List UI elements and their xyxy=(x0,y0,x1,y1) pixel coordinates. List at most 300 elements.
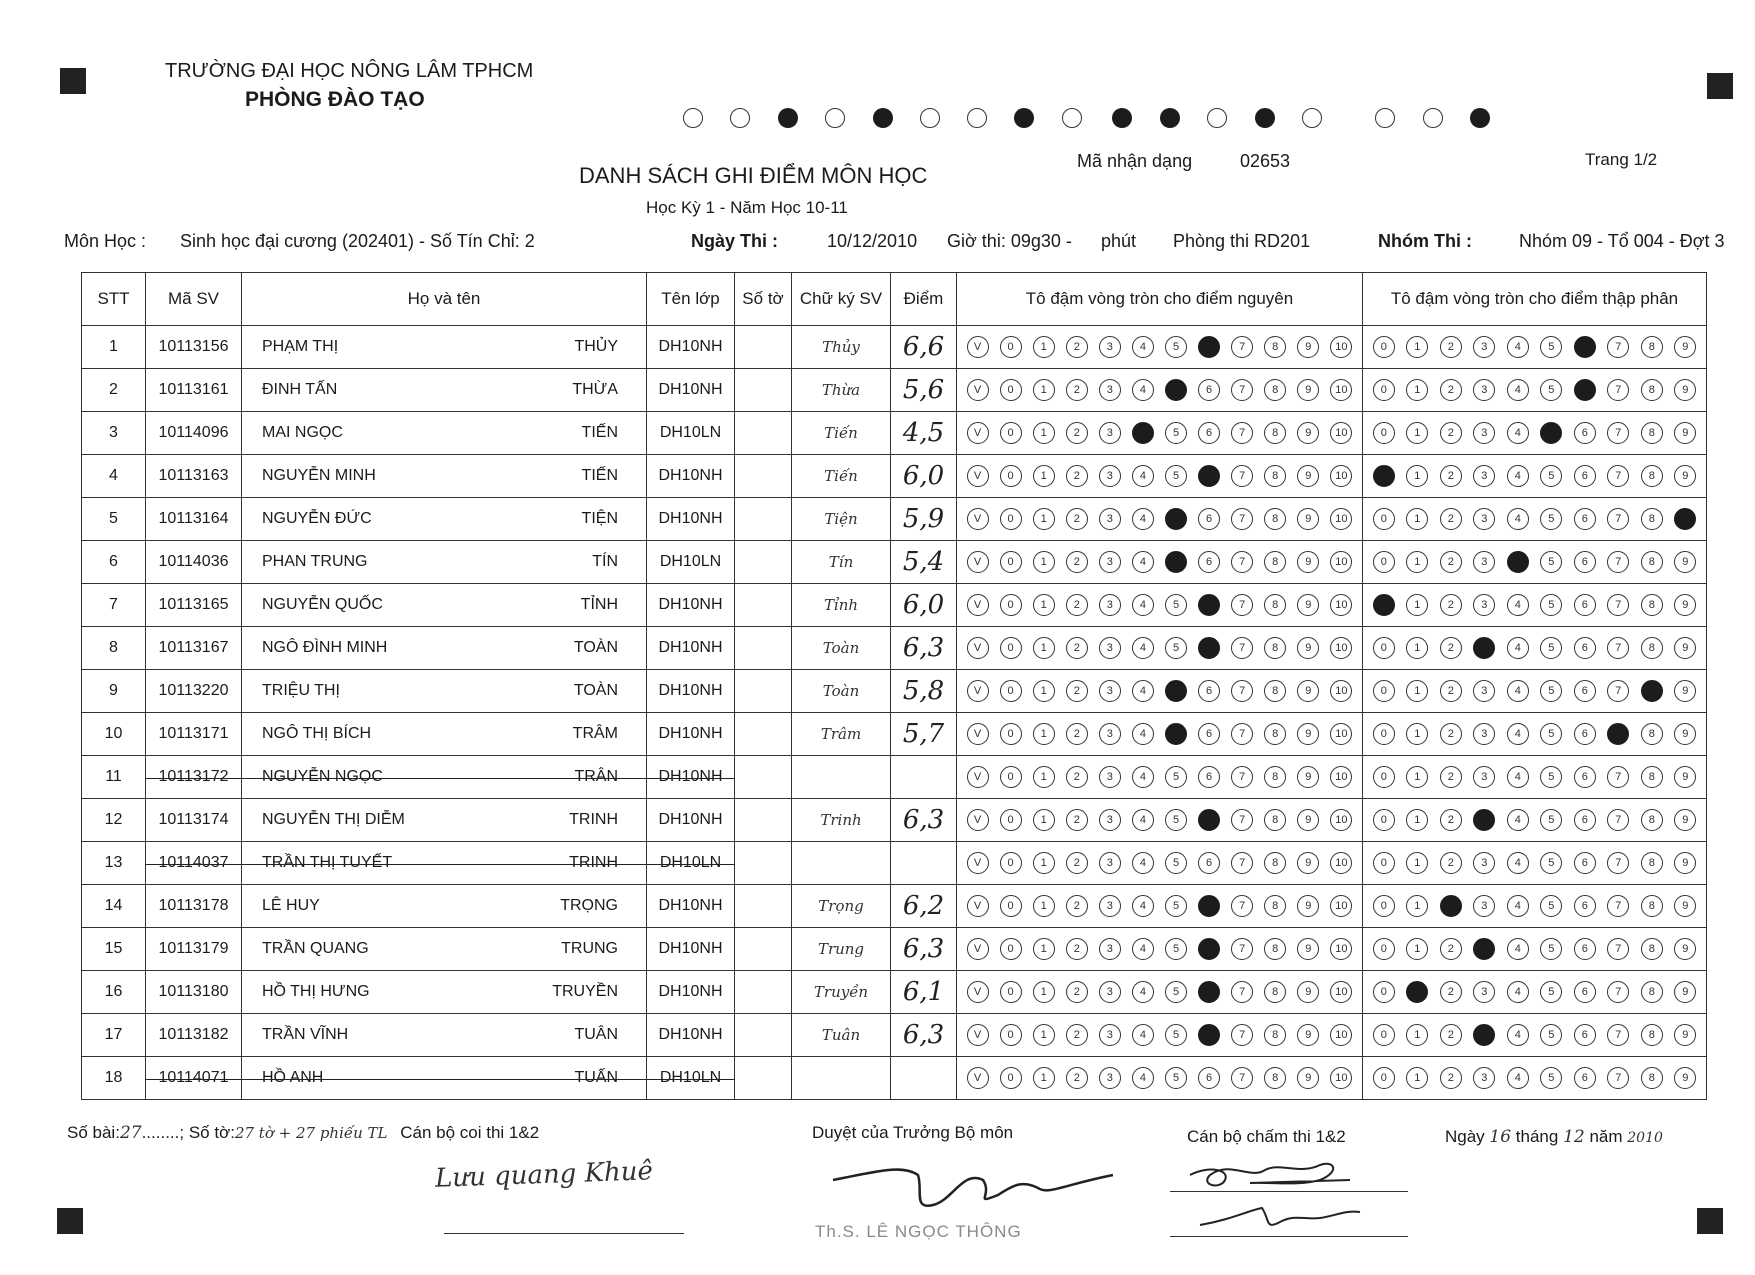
bubble[interactable]: 8 xyxy=(1264,551,1286,573)
bubble[interactable]: 0 xyxy=(1000,938,1022,960)
bubble[interactable]: 9 xyxy=(1674,895,1696,917)
bubble[interactable]: 5 xyxy=(1540,594,1562,616)
bubble[interactable]: 0 xyxy=(1373,508,1395,530)
bubble[interactable]: 2 xyxy=(1066,465,1088,487)
bubble[interactable]: 4 xyxy=(1507,465,1529,487)
bubble[interactable]: 9 xyxy=(1674,422,1696,444)
bubble[interactable]: 0 xyxy=(1373,336,1395,358)
bubble[interactable]: 0 xyxy=(1000,723,1022,745)
bubble[interactable]: 8 xyxy=(1264,422,1286,444)
bubble[interactable]: 4 xyxy=(1507,680,1529,702)
bubble[interactable]: 6 xyxy=(1574,422,1596,444)
bubble[interactable]: 7 xyxy=(1607,1067,1629,1089)
bubble[interactable]: V xyxy=(967,336,989,358)
bubble[interactable]: 0 xyxy=(1373,1024,1395,1046)
bubble[interactable]: 8 xyxy=(1264,895,1286,917)
bubble[interactable]: 7 xyxy=(1231,766,1253,788)
bubble-filled[interactable]: 2 xyxy=(1440,895,1462,917)
bubble[interactable]: 8 xyxy=(1264,680,1286,702)
bubble[interactable]: 1 xyxy=(1406,680,1428,702)
bubble[interactable]: 8 xyxy=(1264,465,1286,487)
bubble[interactable]: 9 xyxy=(1674,1067,1696,1089)
bubble[interactable]: 4 xyxy=(1132,680,1154,702)
bubble-filled[interactable]: 5 xyxy=(1165,680,1187,702)
bubble[interactable]: 5 xyxy=(1165,594,1187,616)
bubble[interactable]: 7 xyxy=(1231,594,1253,616)
bubble[interactable]: 4 xyxy=(1507,637,1529,659)
bubble[interactable]: 9 xyxy=(1297,981,1319,1003)
bubble[interactable]: 10 xyxy=(1330,981,1352,1003)
bubble[interactable]: V xyxy=(967,594,989,616)
bubble[interactable]: 5 xyxy=(1165,895,1187,917)
bubble[interactable]: 0 xyxy=(1000,465,1022,487)
bubble[interactable]: 1 xyxy=(1406,594,1428,616)
bubble[interactable]: 8 xyxy=(1641,379,1663,401)
bubble[interactable]: 9 xyxy=(1297,809,1319,831)
bubble[interactable]: 2 xyxy=(1440,379,1462,401)
bubble[interactable]: 0 xyxy=(1373,637,1395,659)
bubble[interactable]: 2 xyxy=(1066,723,1088,745)
bubble[interactable]: 7 xyxy=(1231,551,1253,573)
bubble[interactable]: 4 xyxy=(1132,938,1154,960)
bubble[interactable]: 7 xyxy=(1607,981,1629,1003)
bubble[interactable]: 5 xyxy=(1165,637,1187,659)
bubble[interactable]: 9 xyxy=(1297,766,1319,788)
bubble[interactable]: 3 xyxy=(1099,981,1121,1003)
bubble[interactable]: 5 xyxy=(1540,852,1562,874)
bubble[interactable]: 6 xyxy=(1198,852,1220,874)
bubble[interactable]: 1 xyxy=(1406,809,1428,831)
bubble[interactable]: 4 xyxy=(1132,465,1154,487)
bubble[interactable]: 4 xyxy=(1507,981,1529,1003)
bubble-filled[interactable]: 6 xyxy=(1198,637,1220,659)
bubble[interactable]: 5 xyxy=(1165,465,1187,487)
bubble[interactable]: 4 xyxy=(1507,852,1529,874)
bubble[interactable]: 8 xyxy=(1264,1067,1286,1089)
bubble[interactable]: 0 xyxy=(1000,766,1022,788)
bubble[interactable]: 6 xyxy=(1574,594,1596,616)
bubble[interactable]: 0 xyxy=(1373,809,1395,831)
bubble[interactable]: 5 xyxy=(1165,1024,1187,1046)
bubble[interactable]: 0 xyxy=(1000,379,1022,401)
bubble[interactable]: 7 xyxy=(1607,465,1629,487)
bubble-filled[interactable]: 5 xyxy=(1165,379,1187,401)
bubble[interactable]: 3 xyxy=(1099,508,1121,530)
bubble[interactable]: 9 xyxy=(1674,336,1696,358)
bubble[interactable]: 0 xyxy=(1373,680,1395,702)
bubble[interactable]: 3 xyxy=(1473,422,1495,444)
bubble[interactable]: 7 xyxy=(1607,594,1629,616)
bubble[interactable]: 7 xyxy=(1231,1024,1253,1046)
bubble[interactable]: 4 xyxy=(1132,379,1154,401)
bubble[interactable]: 1 xyxy=(1033,551,1055,573)
bubble[interactable]: 5 xyxy=(1540,723,1562,745)
bubble[interactable]: 10 xyxy=(1330,508,1352,530)
bubble[interactable]: 4 xyxy=(1507,422,1529,444)
bubble[interactable]: 5 xyxy=(1165,852,1187,874)
bubble[interactable]: 10 xyxy=(1330,680,1352,702)
bubble[interactable]: 3 xyxy=(1473,508,1495,530)
bubble[interactable]: 2 xyxy=(1440,723,1462,745)
bubble[interactable]: 4 xyxy=(1132,981,1154,1003)
bubble[interactable]: 2 xyxy=(1066,379,1088,401)
bubble[interactable]: 6 xyxy=(1574,1067,1596,1089)
bubble[interactable]: 4 xyxy=(1507,766,1529,788)
bubble[interactable]: 1 xyxy=(1406,895,1428,917)
bubble[interactable]: 2 xyxy=(1440,1067,1462,1089)
bubble[interactable]: 8 xyxy=(1264,336,1286,358)
bubble[interactable]: 1 xyxy=(1406,465,1428,487)
bubble[interactable]: 10 xyxy=(1330,465,1352,487)
bubble[interactable]: 9 xyxy=(1674,938,1696,960)
bubble[interactable]: 1 xyxy=(1033,809,1055,831)
bubble[interactable]: 1 xyxy=(1406,1024,1428,1046)
bubble[interactable]: 5 xyxy=(1540,336,1562,358)
bubble[interactable]: 1 xyxy=(1033,938,1055,960)
bubble[interactable]: 5 xyxy=(1165,981,1187,1003)
bubble[interactable]: 4 xyxy=(1132,766,1154,788)
bubble[interactable]: 9 xyxy=(1297,422,1319,444)
bubble[interactable]: 6 xyxy=(1574,508,1596,530)
bubble[interactable]: 7 xyxy=(1231,981,1253,1003)
bubble[interactable]: 7 xyxy=(1607,852,1629,874)
bubble-filled[interactable]: 6 xyxy=(1198,895,1220,917)
bubble[interactable]: 7 xyxy=(1607,680,1629,702)
bubble[interactable]: 1 xyxy=(1406,938,1428,960)
bubble[interactable]: 5 xyxy=(1540,981,1562,1003)
bubble[interactable]: 9 xyxy=(1674,981,1696,1003)
bubble[interactable]: 5 xyxy=(1540,1067,1562,1089)
bubble[interactable]: 4 xyxy=(1507,1067,1529,1089)
bubble[interactable]: 0 xyxy=(1000,551,1022,573)
bubble-filled[interactable]: 6 xyxy=(1198,938,1220,960)
bubble[interactable]: 3 xyxy=(1099,809,1121,831)
bubble[interactable]: 4 xyxy=(1132,551,1154,573)
bubble[interactable]: 1 xyxy=(1033,981,1055,1003)
bubble[interactable]: 6 xyxy=(1574,981,1596,1003)
bubble[interactable]: 7 xyxy=(1607,422,1629,444)
bubble[interactable]: 8 xyxy=(1641,637,1663,659)
bubble[interactable]: V xyxy=(967,1024,989,1046)
bubble[interactable]: 1 xyxy=(1033,379,1055,401)
bubble[interactable]: 2 xyxy=(1066,1067,1088,1089)
bubble[interactable]: 2 xyxy=(1440,766,1462,788)
bubble[interactable]: 2 xyxy=(1440,981,1462,1003)
bubble[interactable]: 2 xyxy=(1440,465,1462,487)
bubble[interactable]: 8 xyxy=(1264,723,1286,745)
bubble[interactable]: 1 xyxy=(1406,637,1428,659)
bubble[interactable]: 10 xyxy=(1330,1067,1352,1089)
bubble[interactable]: V xyxy=(967,637,989,659)
bubble[interactable]: 7 xyxy=(1607,508,1629,530)
bubble[interactable]: V xyxy=(967,551,989,573)
bubble[interactable]: 1 xyxy=(1406,508,1428,530)
bubble[interactable]: 1 xyxy=(1406,1067,1428,1089)
bubble[interactable]: 4 xyxy=(1132,809,1154,831)
bubble[interactable]: 4 xyxy=(1132,594,1154,616)
bubble[interactable]: 1 xyxy=(1406,852,1428,874)
bubble[interactable]: 0 xyxy=(1000,852,1022,874)
bubble[interactable]: 5 xyxy=(1540,680,1562,702)
bubble[interactable]: 3 xyxy=(1473,594,1495,616)
bubble[interactable]: 1 xyxy=(1033,637,1055,659)
bubble[interactable]: 6 xyxy=(1574,1024,1596,1046)
bubble[interactable]: 8 xyxy=(1264,938,1286,960)
bubble[interactable]: 2 xyxy=(1066,336,1088,358)
bubble-filled[interactable]: 3 xyxy=(1473,1024,1495,1046)
bubble[interactable]: 0 xyxy=(1000,809,1022,831)
bubble[interactable]: 6 xyxy=(1574,766,1596,788)
bubble[interactable]: 9 xyxy=(1297,895,1319,917)
bubble[interactable]: 5 xyxy=(1165,766,1187,788)
bubble[interactable]: 3 xyxy=(1473,895,1495,917)
bubble[interactable]: 5 xyxy=(1540,809,1562,831)
bubble[interactable]: 2 xyxy=(1066,594,1088,616)
bubble[interactable]: 1 xyxy=(1406,766,1428,788)
bubble[interactable]: 3 xyxy=(1099,680,1121,702)
bubble[interactable]: 7 xyxy=(1231,723,1253,745)
bubble[interactable]: 4 xyxy=(1507,938,1529,960)
bubble[interactable]: 0 xyxy=(1000,422,1022,444)
bubble[interactable]: 8 xyxy=(1641,336,1663,358)
bubble[interactable]: 4 xyxy=(1132,723,1154,745)
bubble[interactable]: 9 xyxy=(1297,379,1319,401)
bubble[interactable]: 7 xyxy=(1607,336,1629,358)
bubble[interactable]: 6 xyxy=(1198,422,1220,444)
bubble[interactable]: 8 xyxy=(1641,465,1663,487)
bubble[interactable]: 8 xyxy=(1264,379,1286,401)
bubble[interactable]: 8 xyxy=(1264,981,1286,1003)
bubble[interactable]: 4 xyxy=(1132,336,1154,358)
bubble[interactable]: 5 xyxy=(1540,766,1562,788)
bubble[interactable]: 4 xyxy=(1507,594,1529,616)
bubble[interactable]: 4 xyxy=(1507,809,1529,831)
bubble[interactable]: 4 xyxy=(1132,637,1154,659)
bubble[interactable]: 1 xyxy=(1033,680,1055,702)
bubble[interactable]: 8 xyxy=(1264,809,1286,831)
bubble-filled[interactable]: 6 xyxy=(1198,809,1220,831)
bubble[interactable]: 9 xyxy=(1674,852,1696,874)
bubble[interactable]: 4 xyxy=(1132,852,1154,874)
bubble[interactable]: 6 xyxy=(1574,852,1596,874)
bubble[interactable]: 1 xyxy=(1406,723,1428,745)
bubble-filled[interactable]: 5 xyxy=(1165,723,1187,745)
bubble[interactable]: 8 xyxy=(1264,852,1286,874)
bubble[interactable]: 4 xyxy=(1507,895,1529,917)
bubble[interactable]: 1 xyxy=(1033,852,1055,874)
bubble[interactable]: 9 xyxy=(1674,766,1696,788)
bubble[interactable]: 4 xyxy=(1507,1024,1529,1046)
bubble[interactable]: 9 xyxy=(1674,723,1696,745)
bubble[interactable]: 8 xyxy=(1641,938,1663,960)
bubble[interactable]: 3 xyxy=(1473,336,1495,358)
bubble[interactable]: 7 xyxy=(1607,895,1629,917)
bubble[interactable]: 9 xyxy=(1674,551,1696,573)
bubble-filled[interactable]: 8 xyxy=(1641,680,1663,702)
bubble[interactable]: 3 xyxy=(1099,852,1121,874)
bubble[interactable]: 8 xyxy=(1641,809,1663,831)
bubble[interactable]: 3 xyxy=(1099,766,1121,788)
bubble[interactable]: 5 xyxy=(1165,809,1187,831)
bubble[interactable]: 6 xyxy=(1574,809,1596,831)
bubble[interactable]: 8 xyxy=(1641,551,1663,573)
bubble[interactable]: 6 xyxy=(1574,637,1596,659)
bubble[interactable]: 5 xyxy=(1540,895,1562,917)
bubble[interactable]: 8 xyxy=(1641,981,1663,1003)
bubble[interactable]: 2 xyxy=(1440,1024,1462,1046)
bubble[interactable]: 2 xyxy=(1066,895,1088,917)
bubble[interactable]: V xyxy=(967,766,989,788)
bubble[interactable]: 10 xyxy=(1330,723,1352,745)
bubble[interactable]: 7 xyxy=(1231,336,1253,358)
bubble[interactable]: 9 xyxy=(1297,637,1319,659)
bubble[interactable]: V xyxy=(967,422,989,444)
bubble[interactable]: 1 xyxy=(1033,895,1055,917)
bubble[interactable]: 0 xyxy=(1000,981,1022,1003)
bubble[interactable]: 9 xyxy=(1674,680,1696,702)
bubble[interactable]: 8 xyxy=(1641,895,1663,917)
bubble[interactable]: 5 xyxy=(1540,508,1562,530)
bubble[interactable]: 0 xyxy=(1373,1067,1395,1089)
bubble[interactable]: 7 xyxy=(1607,1024,1629,1046)
bubble[interactable]: 5 xyxy=(1165,336,1187,358)
bubble[interactable]: 6 xyxy=(1198,508,1220,530)
bubble[interactable]: 0 xyxy=(1373,852,1395,874)
bubble[interactable]: 10 xyxy=(1330,637,1352,659)
bubble[interactable]: 9 xyxy=(1297,938,1319,960)
bubble[interactable]: 9 xyxy=(1297,508,1319,530)
bubble[interactable]: V xyxy=(967,809,989,831)
bubble-filled[interactable]: 7 xyxy=(1607,723,1629,745)
bubble-filled[interactable]: 9 xyxy=(1674,508,1696,530)
bubble[interactable]: V xyxy=(967,981,989,1003)
bubble[interactable]: 2 xyxy=(1066,981,1088,1003)
bubble[interactable]: 7 xyxy=(1231,465,1253,487)
bubble[interactable]: 8 xyxy=(1641,766,1663,788)
bubble[interactable]: 9 xyxy=(1674,594,1696,616)
bubble[interactable]: 7 xyxy=(1607,766,1629,788)
bubble[interactable]: 5 xyxy=(1540,379,1562,401)
bubble[interactable]: 0 xyxy=(1000,336,1022,358)
bubble[interactable]: 2 xyxy=(1440,637,1462,659)
bubble[interactable]: 6 xyxy=(1198,766,1220,788)
bubble[interactable]: 5 xyxy=(1165,1067,1187,1089)
bubble[interactable]: 2 xyxy=(1440,422,1462,444)
bubble[interactable]: 9 xyxy=(1674,379,1696,401)
bubble[interactable]: 7 xyxy=(1231,508,1253,530)
bubble[interactable]: 9 xyxy=(1297,551,1319,573)
bubble-filled[interactable]: 0 xyxy=(1373,594,1395,616)
bubble[interactable]: 2 xyxy=(1066,422,1088,444)
bubble[interactable]: 6 xyxy=(1574,551,1596,573)
bubble[interactable]: 2 xyxy=(1066,766,1088,788)
bubble-filled[interactable]: 6 xyxy=(1198,465,1220,487)
bubble[interactable]: 2 xyxy=(1440,938,1462,960)
bubble[interactable]: 2 xyxy=(1440,551,1462,573)
bubble[interactable]: 1 xyxy=(1406,551,1428,573)
bubble-filled[interactable]: 6 xyxy=(1198,981,1220,1003)
bubble-filled[interactable]: 3 xyxy=(1473,637,1495,659)
bubble[interactable]: 9 xyxy=(1297,1024,1319,1046)
bubble[interactable]: 7 xyxy=(1607,938,1629,960)
bubble[interactable]: 2 xyxy=(1066,809,1088,831)
bubble[interactable]: 0 xyxy=(1000,895,1022,917)
bubble[interactable]: 8 xyxy=(1264,508,1286,530)
bubble[interactable]: 4 xyxy=(1507,379,1529,401)
bubble[interactable]: 7 xyxy=(1607,551,1629,573)
bubble[interactable]: 1 xyxy=(1033,508,1055,530)
bubble-filled[interactable]: 6 xyxy=(1574,336,1596,358)
bubble-filled[interactable]: 4 xyxy=(1132,422,1154,444)
bubble[interactable]: 3 xyxy=(1099,1024,1121,1046)
bubble[interactable]: 4 xyxy=(1507,723,1529,745)
bubble[interactable]: 8 xyxy=(1641,852,1663,874)
bubble[interactable]: 7 xyxy=(1231,379,1253,401)
bubble[interactable]: 5 xyxy=(1540,637,1562,659)
bubble[interactable]: 3 xyxy=(1099,895,1121,917)
bubble[interactable]: 1 xyxy=(1406,379,1428,401)
bubble[interactable]: 8 xyxy=(1641,1024,1663,1046)
bubble[interactable]: 10 xyxy=(1330,551,1352,573)
bubble[interactable]: 7 xyxy=(1607,379,1629,401)
bubble[interactable]: 1 xyxy=(1033,1024,1055,1046)
bubble[interactable]: 0 xyxy=(1373,938,1395,960)
bubble[interactable]: 3 xyxy=(1099,637,1121,659)
bubble[interactable]: 6 xyxy=(1574,895,1596,917)
bubble[interactable]: 0 xyxy=(1000,1067,1022,1089)
bubble[interactable]: 4 xyxy=(1507,508,1529,530)
bubble[interactable]: 7 xyxy=(1231,637,1253,659)
bubble[interactable]: 2 xyxy=(1440,594,1462,616)
bubble[interactable]: 3 xyxy=(1099,551,1121,573)
bubble[interactable]: 8 xyxy=(1641,723,1663,745)
bubble[interactable]: 10 xyxy=(1330,422,1352,444)
bubble[interactable]: 9 xyxy=(1297,594,1319,616)
bubble[interactable]: 5 xyxy=(1165,422,1187,444)
bubble-filled[interactable]: 5 xyxy=(1165,508,1187,530)
bubble[interactable]: 3 xyxy=(1099,465,1121,487)
bubble[interactable]: 10 xyxy=(1330,766,1352,788)
bubble[interactable]: 2 xyxy=(1066,551,1088,573)
bubble[interactable]: V xyxy=(967,1067,989,1089)
bubble[interactable]: 0 xyxy=(1000,594,1022,616)
bubble[interactable]: 9 xyxy=(1297,852,1319,874)
bubble-filled[interactable]: 5 xyxy=(1540,422,1562,444)
bubble[interactable]: 3 xyxy=(1473,981,1495,1003)
bubble[interactable]: 2 xyxy=(1440,336,1462,358)
bubble[interactable]: 4 xyxy=(1132,1067,1154,1089)
bubble[interactable]: 7 xyxy=(1231,1067,1253,1089)
bubble[interactable]: 5 xyxy=(1540,1024,1562,1046)
bubble[interactable]: 0 xyxy=(1000,637,1022,659)
bubble[interactable]: 0 xyxy=(1373,422,1395,444)
bubble[interactable]: 3 xyxy=(1099,336,1121,358)
bubble[interactable]: 2 xyxy=(1440,680,1462,702)
bubble[interactable]: 10 xyxy=(1330,379,1352,401)
bubble[interactable]: 7 xyxy=(1231,852,1253,874)
bubble[interactable]: 1 xyxy=(1033,422,1055,444)
bubble[interactable]: 6 xyxy=(1198,680,1220,702)
bubble[interactable]: 2 xyxy=(1440,852,1462,874)
bubble[interactable]: 6 xyxy=(1198,1067,1220,1089)
bubble[interactable]: 2 xyxy=(1066,680,1088,702)
bubble[interactable]: 9 xyxy=(1297,723,1319,745)
bubble[interactable]: 7 xyxy=(1231,422,1253,444)
bubble[interactable]: 2 xyxy=(1440,809,1462,831)
bubble-filled[interactable]: 6 xyxy=(1198,594,1220,616)
bubble[interactable]: 0 xyxy=(1000,508,1022,530)
bubble[interactable]: 8 xyxy=(1264,1024,1286,1046)
